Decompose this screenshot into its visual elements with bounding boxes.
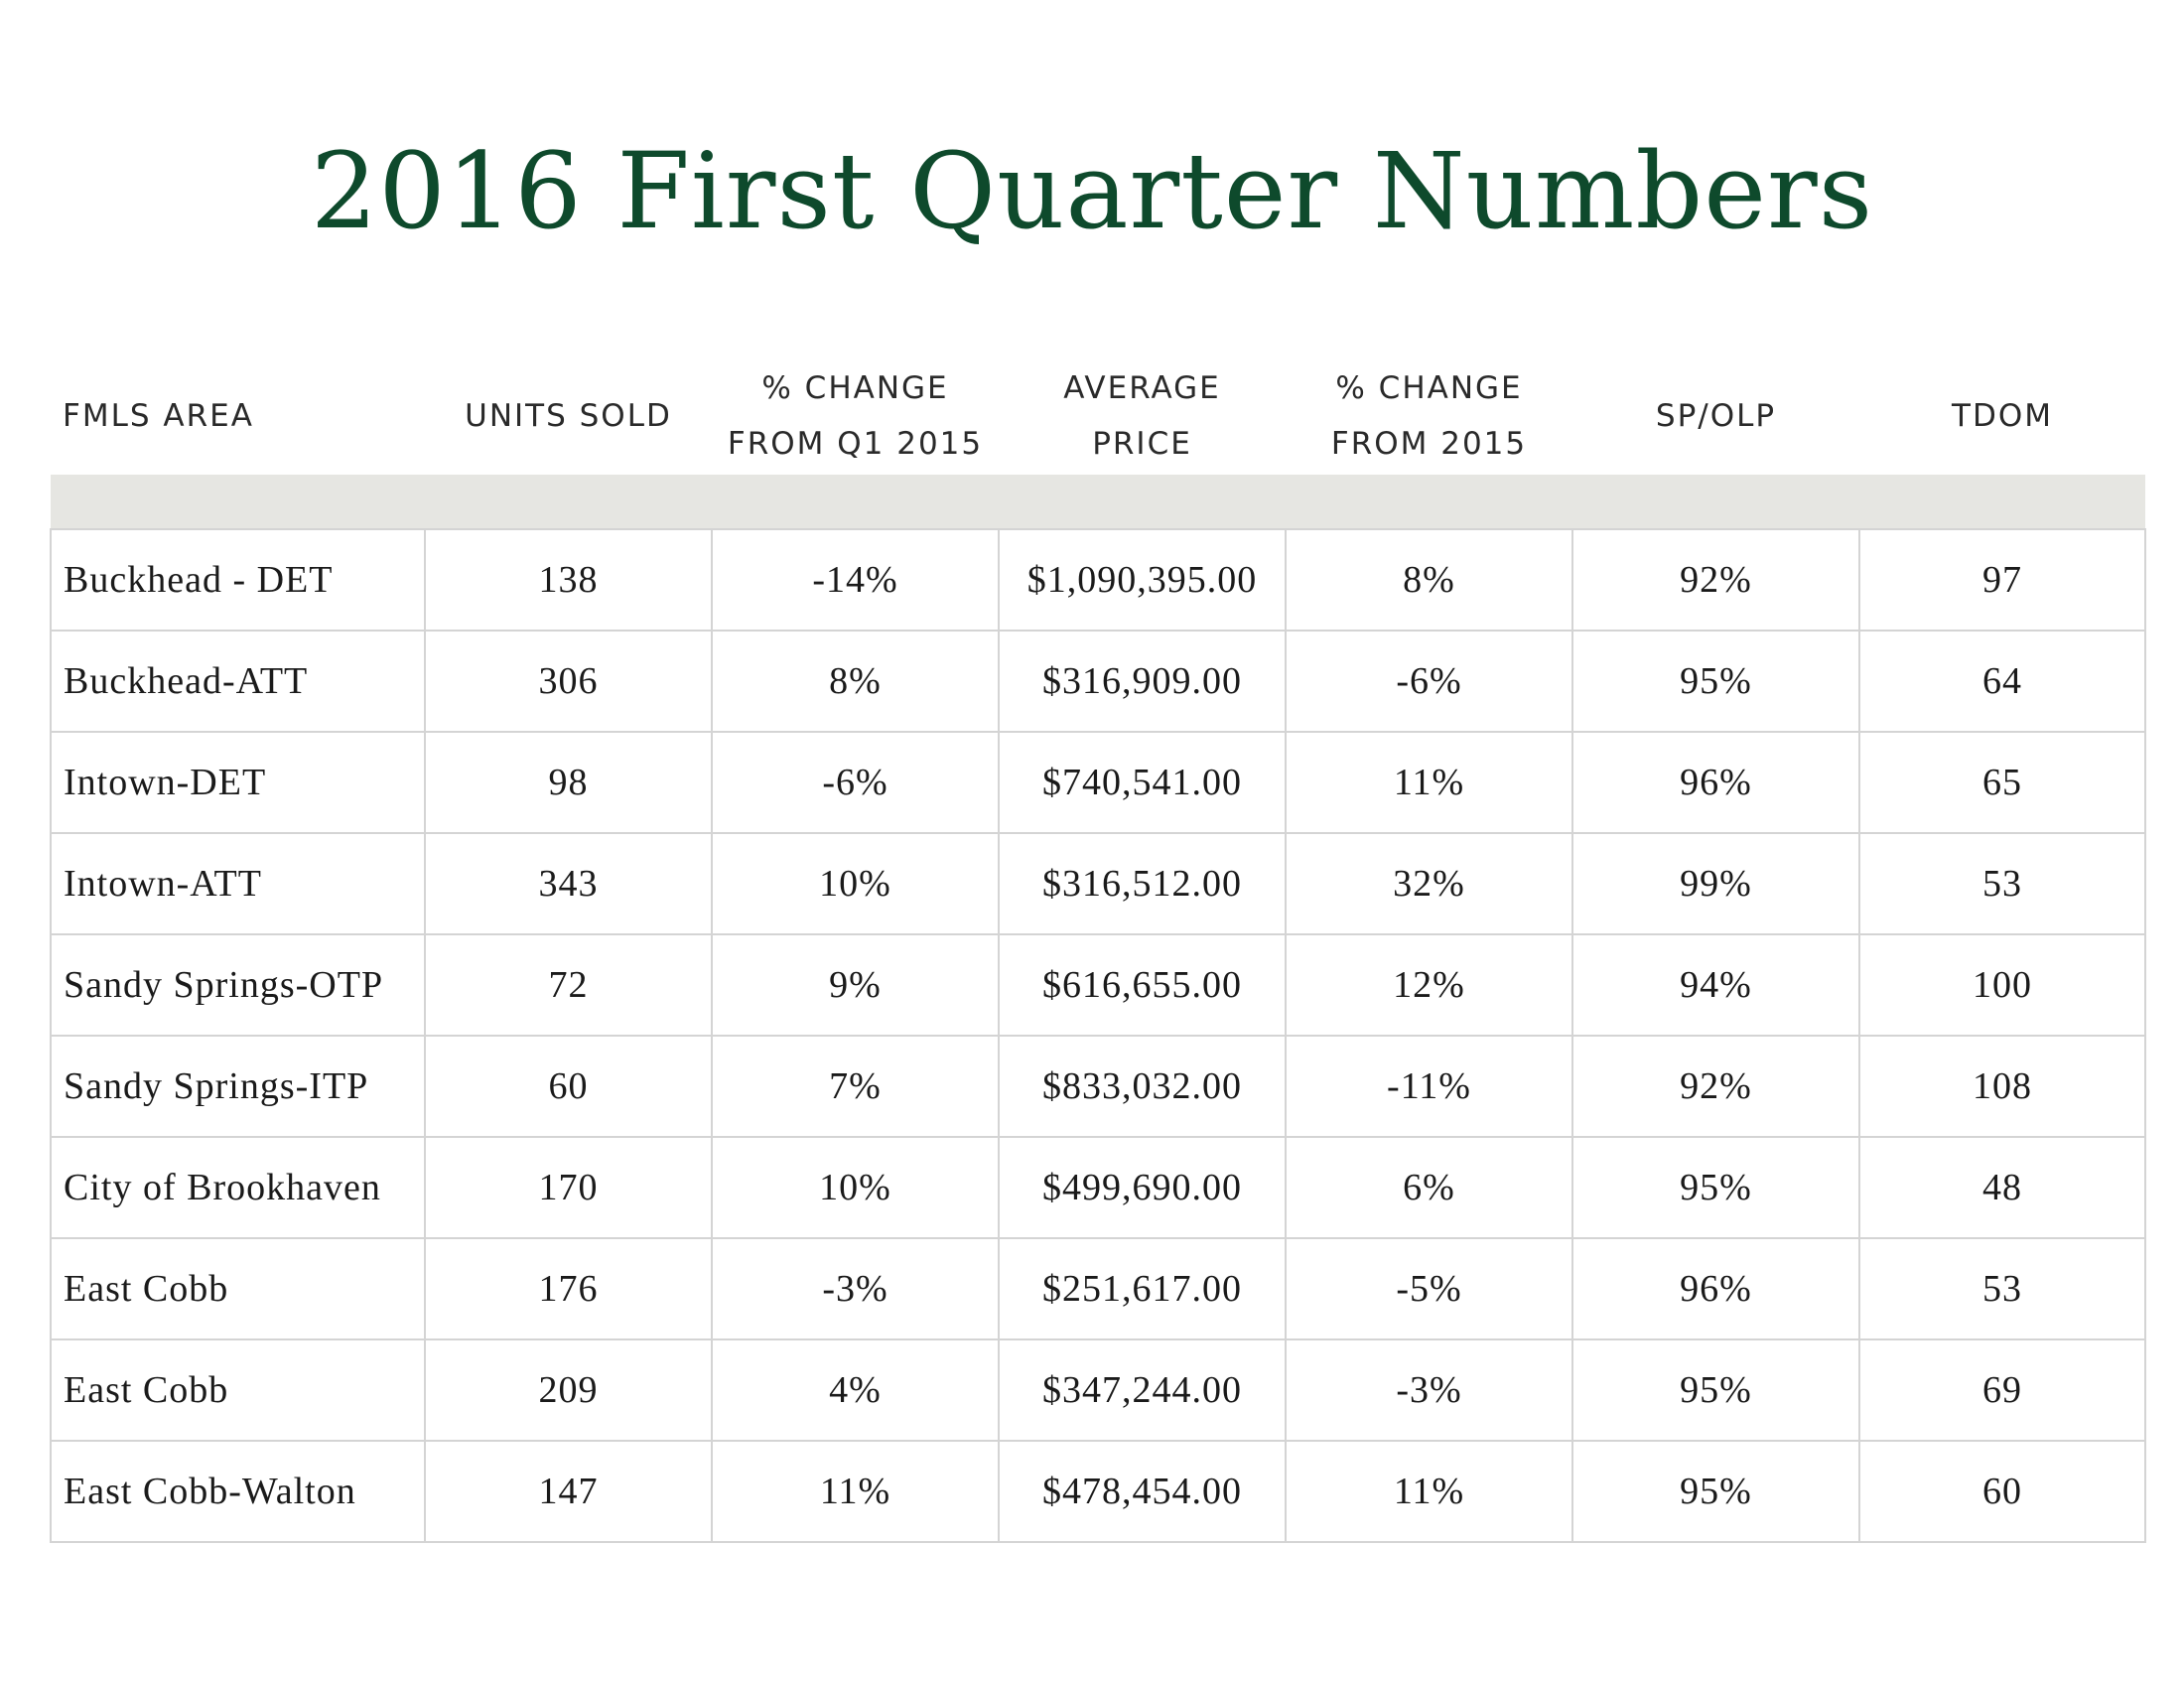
cell-change-from-2015: -6%: [1286, 631, 1572, 732]
cell-sp-olp: 95%: [1572, 1339, 1859, 1441]
header-units-sold: UNITS SOLD: [465, 398, 672, 434]
table-row: [51, 1339, 2145, 1441]
cell-average-price: $616,655.00: [999, 934, 1286, 1036]
cell-change-from-q1-2015: -6%: [712, 732, 999, 833]
cell-fmls-area: Sandy Springs-OTP: [51, 934, 425, 1036]
cell-units-sold: 138: [425, 529, 712, 631]
table-row: [51, 934, 2145, 1036]
table-row: [51, 833, 2145, 934]
cell-change-from-2015: 6%: [1286, 1137, 1572, 1238]
cell-change-from-q1-2015: 9%: [712, 934, 999, 1036]
header-change-from-2015: % CHANGE FROM 2015: [1330, 370, 1528, 462]
cell-tdom: 108: [1859, 1036, 2145, 1137]
header-tdom: TDOM: [1952, 398, 2053, 434]
table-row: [51, 1238, 2145, 1339]
cell-fmls-area: East Cobb: [51, 1339, 425, 1441]
cell-units-sold: 170: [425, 1137, 712, 1238]
cell-change-from-2015: 12%: [1286, 934, 1572, 1036]
cell-sp-olp: 94%: [1572, 934, 1859, 1036]
cell-change-from-q1-2015: 4%: [712, 1339, 999, 1441]
cell-tdom: 64: [1859, 631, 2145, 732]
cell-fmls-area: Intown-ATT: [51, 833, 425, 934]
cell-fmls-area: Sandy Springs-ITP: [51, 1036, 425, 1137]
cell-change-from-q1-2015: 11%: [712, 1441, 999, 1542]
cell-average-price: $740,541.00: [999, 732, 1286, 833]
cell-fmls-area: Buckhead-ATT: [51, 631, 425, 732]
cell-average-price: $499,690.00: [999, 1137, 1286, 1238]
cell-change-from-2015: -5%: [1286, 1238, 1572, 1339]
quarter-numbers-table-container: [50, 357, 2144, 1543]
cell-sp-olp: 92%: [1572, 529, 1859, 631]
cell-change-from-2015: -11%: [1286, 1036, 1572, 1137]
cell-sp-olp: 96%: [1572, 732, 1859, 833]
cell-change-from-2015: -3%: [1286, 1339, 1572, 1441]
cell-units-sold: 343: [425, 833, 712, 934]
cell-average-price: $316,909.00: [999, 631, 1286, 732]
page-title: 2016 First Quarter Numbers: [310, 130, 1874, 252]
table-row: [51, 732, 2145, 833]
cell-average-price: $478,454.00: [999, 1441, 1286, 1542]
header-row: [51, 357, 2145, 475]
cell-average-price: $251,617.00: [999, 1238, 1286, 1339]
cell-units-sold: 98: [425, 732, 712, 833]
cell-sp-olp: 95%: [1572, 631, 1859, 732]
table-row: [51, 1137, 2145, 1238]
header-fmls-area: FMLS AREA: [63, 398, 254, 434]
table-row: [51, 1441, 2145, 1542]
cell-sp-olp: 96%: [1572, 1238, 1859, 1339]
cell-tdom: 48: [1859, 1137, 2145, 1238]
cell-units-sold: 72: [425, 934, 712, 1036]
header-divider-band: [51, 475, 2145, 529]
cell-change-from-q1-2015: -14%: [712, 529, 999, 631]
cell-fmls-area: East Cobb: [51, 1238, 425, 1339]
header-sp-olp: SP/OLP: [1655, 398, 1777, 434]
cell-fmls-area: Buckhead - DET: [51, 529, 425, 631]
cell-change-from-q1-2015: -3%: [712, 1238, 999, 1339]
cell-tdom: 97: [1859, 529, 2145, 631]
cell-units-sold: 147: [425, 1441, 712, 1542]
cell-units-sold: 306: [425, 631, 712, 732]
cell-average-price: $347,244.00: [999, 1339, 1286, 1441]
cell-units-sold: 209: [425, 1339, 712, 1441]
cell-change-from-2015: 8%: [1286, 529, 1572, 631]
cell-sp-olp: 95%: [1572, 1441, 1859, 1542]
cell-average-price: $1,090,395.00: [999, 529, 1286, 631]
cell-change-from-q1-2015: 8%: [712, 631, 999, 732]
cell-change-from-2015: 11%: [1286, 732, 1572, 833]
cell-fmls-area: East Cobb-Walton: [51, 1441, 425, 1542]
cell-change-from-q1-2015: 7%: [712, 1036, 999, 1137]
table-body: [51, 529, 2145, 1542]
cell-tdom: 53: [1859, 1238, 2145, 1339]
table-row: [51, 631, 2145, 732]
cell-change-from-2015: 11%: [1286, 1441, 1572, 1542]
table-row: [51, 1036, 2145, 1137]
cell-fmls-area: City of Brookhaven: [51, 1137, 425, 1238]
header-change-from-q1-2015: % CHANGE FROM Q1 2015: [727, 370, 984, 462]
cell-change-from-2015: 32%: [1286, 833, 1572, 934]
cell-average-price: $833,032.00: [999, 1036, 1286, 1137]
cell-tdom: 60: [1859, 1441, 2145, 1542]
quarter-numbers-table: [50, 357, 2146, 1543]
cell-sp-olp: 92%: [1572, 1036, 1859, 1137]
cell-tdom: 53: [1859, 833, 2145, 934]
cell-units-sold: 176: [425, 1238, 712, 1339]
cell-units-sold: 60: [425, 1036, 712, 1137]
cell-average-price: $316,512.00: [999, 833, 1286, 934]
cell-tdom: 69: [1859, 1339, 2145, 1441]
table-row: [51, 529, 2145, 631]
header-average-price: AVERAGE PRICE: [1063, 370, 1221, 462]
cell-change-from-q1-2015: 10%: [712, 833, 999, 934]
cell-change-from-q1-2015: 10%: [712, 1137, 999, 1238]
cell-sp-olp: 95%: [1572, 1137, 1859, 1238]
cell-tdom: 65: [1859, 732, 2145, 833]
cell-tdom: 100: [1859, 934, 2145, 1036]
cell-fmls-area: Intown-DET: [51, 732, 425, 833]
cell-sp-olp: 99%: [1572, 833, 1859, 934]
